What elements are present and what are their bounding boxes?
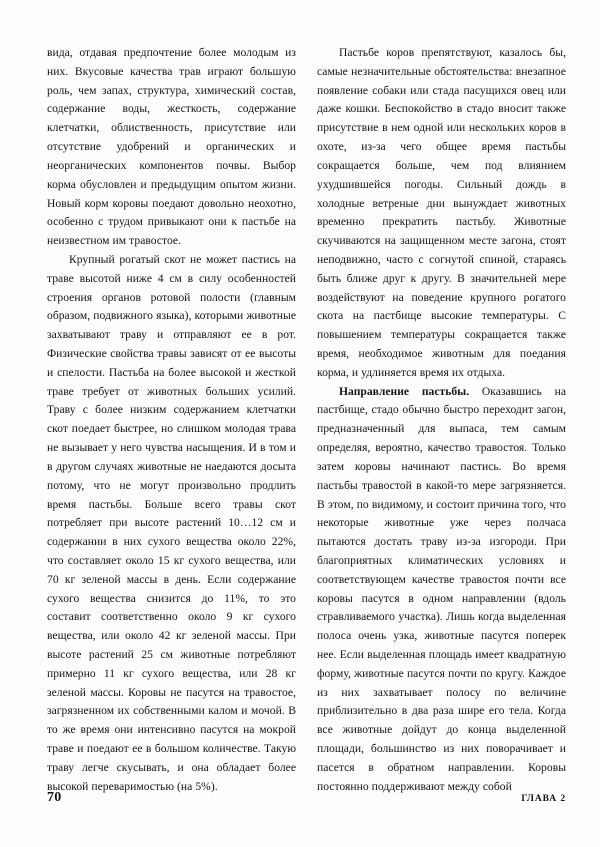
- paragraph-grazing-obstacles: Пастьбе коров препятствуют, казалось бы, самые незначительные обстоятельства: внезапное появление собаки или стада пасущихся овец или даже кошки. Беспокойство в стадо вносит также присутствие в нем одной или нескольких коров в охоте, из-за чего общее время пастьбы сокращается больше, чем под влиянием ухудшившейся погоды. Сильный дождь в холодные ветреные дни вынуждает животных временно прекратить пастьбу. Животные скучиваются на защищенном месте загона, стоят неподвижно, часто с согнутой спиной, стараясь быть ближе друг к другу. В значительней мере воздействуют на поведение крупного рогатого скота на пастбище высокие температуры. С повышением температуры сокращается также время, необходимое животным для поедания корма, и удлиняется время их отдыха.: [317, 46, 566, 379]
- paragraph-heading-grazing-direction: Направление пастьбы.: [339, 384, 470, 398]
- paragraph-taste-qualities: вида, отдавая предпочтение более молодым из них. Вкусовые качества трав играют большую роль, чем запах, структура, химический состав, содержание воды, жесткость, содержание клетчатки, облиственность, присутствие или отсутствие удобрений и органических и неорганических компонентов почвы. Выбор корма обусловлен и предыдущим опытом жизни. Новый корм коровы поедают довольно неохотно, особенно с трудом привыкают они к пастьбе на неизвестном им травостое.: [47, 46, 296, 248]
- running-head-chapter: ГЛАВА 2: [521, 794, 566, 804]
- paragraph-grazing-direction: [317, 383, 566, 797]
- left-text-column: [47, 44, 296, 797]
- right-text-column: [317, 44, 566, 797]
- paragraph-grazing-direction-body: Оказавшись на пастбище, стадо обычно быстро переходит загон, предназначенный для выпаса, тем самым определяя, вероятно, качество травостоя. Только затем коровы начинают пастись. Во время пастьбы травостой в какой-то мере загрязняется. В этом, по видимому, и состоит причина того, что некоторые животные уже через полчаса пытаются достать траву из-за изгороди. При благоприятных климатических условиях и соответствующем качестве травостоя почти все коровы пасутся в одном направлении (вдоль стравливаемого участка). Лишь когда выделенная полоса очень узка, животные пасутся поперек нее. Если выделенная площадь имеет квадратную форму, животные пасутся почти по кругу. Каждое из них захватывает полосу по величине приблизительно в два раза шире его тела. Когда все животные дойдут до конца выделенной площади, большинство из них поворачивает и пасется в обратном направлении. Коровы постоянно поддерживают между собой: [317, 384, 566, 793]
- two-column-text-body: [47, 44, 566, 797]
- page-footer: [47, 790, 566, 806]
- paragraph-grass-height: Крупный рогатый скот не может пастись на траве высотой ниже 4 см в силу особенностей строения органов ротовой полости (главным образом, подвижного языка), которыми животные захватывают траву и отправляют ее в рот. Физические свойства травы зависят от ее высоты и спелости. Пастьба на более высокой и жесткой траве требует от животных больших усилий. Траву с более низким содержанием клетчатки скот поедает быстрее, но слишком молодая трава не вызывает у него чувства насыщения. И в том и в другом случаях животные не наедаются досыта потому, что не могут произвольно продлить время пастьбы. Больше всего травы скот потребляет при высоте растений 10…12 см и содержании в них сухого вещества около 22%, что составляет около 15 кг сухого вещества, или 70 кг зеленой массы в день. Если содержание сухого вещества снизится до 11%, то это составит соответственно около 9 кг сухого вещества, или около 42 кг зеленой массы. При высоте растений 25 см животные потребляют примерно 11 кг сухого вещества, или 28 кг зеленой массы. Коровы не пасутся на травостое, загрязненном их собственными калом и мочой. В то же время они интенсивно пасутся на мокрой траве и поедают ее в большом количестве. Такую траву легче скусывать, и она обладает более высокой переваримостью (на 5%).: [47, 252, 296, 793]
- page-number: 70: [47, 790, 62, 805]
